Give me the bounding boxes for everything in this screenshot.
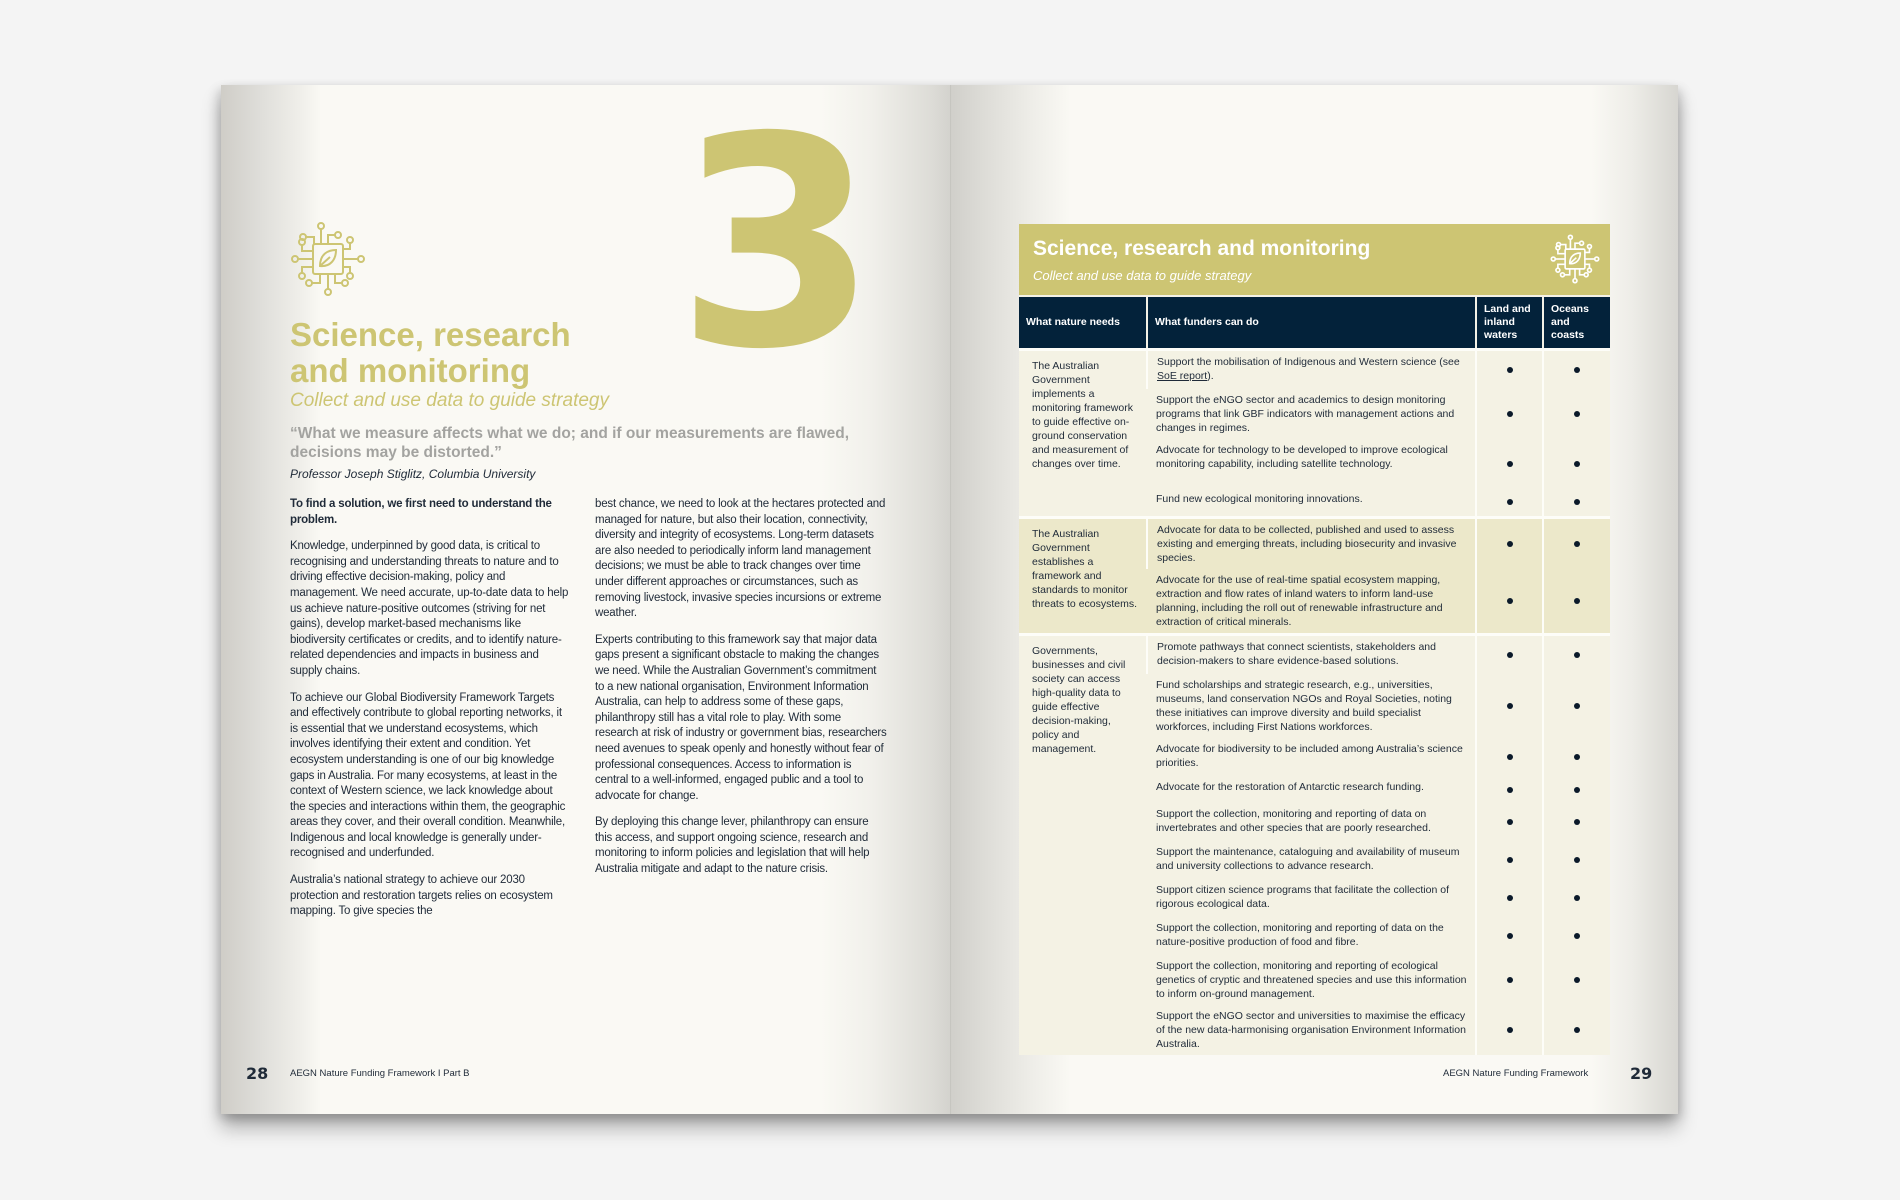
bullet-dot-icon bbox=[1507, 1027, 1513, 1033]
funder-action-cell bbox=[1147, 350, 1476, 390]
chapter-subtitle: Collect and use data to guide strategy bbox=[290, 390, 609, 411]
oceans-coasts-cell bbox=[1543, 569, 1610, 635]
body-paragraph: By deploying this change lever, philanthropy can ensure this access, and support ongoing science, research and monitoring to inform policies and legislation that will help Australia mitigate and adapt to the nature crisis. bbox=[595, 816, 870, 876]
circuit-leaf-icon bbox=[1550, 234, 1600, 284]
oceans-coasts-cell bbox=[1543, 738, 1610, 776]
land-waters-cell bbox=[1476, 879, 1543, 917]
table-row bbox=[1019, 635, 1610, 675]
body-paragraph: Australia’s national strategy to achieve our 2030 protection and restoration targets relies on ecosystem mapping. To give species the bbox=[290, 874, 553, 918]
bullet-dot-icon bbox=[1574, 754, 1580, 760]
oceans-coasts-cell bbox=[1543, 389, 1610, 439]
column-header: What nature needs bbox=[1019, 296, 1147, 350]
body-paragraph: Knowledge, underpinned by good data, is critical to recognising and understanding threats to nature and to driving effective decision-making, policy and management. We need accurate, up-to-date data to help us achieve nature-positive outcomes (striving for net gains), develop market-based mechanisms like biodiversity certificates or credits, and to identify nature-related dependencies and impacts in business and supply chains. bbox=[290, 540, 569, 677]
land-waters-cell bbox=[1476, 439, 1543, 488]
oceans-coasts-cell bbox=[1543, 803, 1610, 841]
chapter-number: 3 bbox=[676, 85, 874, 413]
oceans-coasts-cell bbox=[1543, 776, 1610, 803]
land-waters-cell bbox=[1476, 389, 1543, 439]
table-header-row bbox=[1019, 296, 1610, 350]
funder-action-cell: Support the eNGO sector and academics to design monitoring programs that link GBF indicators with management actions and changes in regimes. bbox=[1147, 389, 1476, 439]
bullet-dot-icon bbox=[1574, 933, 1580, 939]
book-spread bbox=[221, 85, 1678, 1114]
funder-action-cell: Advocate for technology to be developed to improve ecological monitoring capability, including satellite technology. bbox=[1147, 439, 1476, 488]
nature-need-cell: Governments, businesses and civil society can access high-quality data to guide effective decision-making, policy and management. bbox=[1019, 635, 1147, 1056]
lead-paragraph: To find a solution, we first need to understand the problem. bbox=[290, 498, 552, 526]
oceans-coasts-cell bbox=[1543, 1005, 1610, 1055]
bullet-dot-icon bbox=[1507, 703, 1513, 709]
funding-table bbox=[1019, 224, 1610, 1055]
bullet-dot-icon bbox=[1507, 541, 1513, 547]
bullet-dot-icon bbox=[1507, 787, 1513, 793]
chapter-title bbox=[290, 317, 571, 389]
table-banner bbox=[1019, 224, 1610, 295]
body-column-1 bbox=[290, 497, 570, 931]
funder-action-cell: Promote pathways that connect scientists, stakeholders and decision-makers to share evidence-based solutions. bbox=[1147, 635, 1476, 675]
bullet-dot-icon bbox=[1574, 598, 1580, 604]
action-text: ). bbox=[1207, 370, 1214, 382]
actions-table bbox=[1019, 295, 1610, 1055]
bullet-dot-icon bbox=[1574, 977, 1580, 983]
table-row bbox=[1019, 518, 1610, 570]
bullet-dot-icon bbox=[1574, 895, 1580, 901]
funder-action-cell: Support the collection, monitoring and reporting of data on invertebrates and other species that are poorly researched. bbox=[1147, 803, 1476, 841]
land-waters-cell bbox=[1476, 841, 1543, 879]
column-header: Oceans and coasts bbox=[1543, 296, 1610, 350]
funder-action-cell: Advocate for the restoration of Antarctic research funding. bbox=[1147, 776, 1476, 803]
quote-attribution: Professor Joseph Stiglitz, Columbia University bbox=[290, 467, 536, 481]
oceans-coasts-cell bbox=[1543, 955, 1610, 1005]
land-waters-cell bbox=[1476, 955, 1543, 1005]
funder-action-cell: Fund scholarships and strategic research, e.g., universities, museums, land conservation NGOs and Royal Societies, noting these initiatives can improve diversity and build specialist workforces, including First Nations workforces. bbox=[1147, 674, 1476, 738]
banner-title: Science, research and monitoring bbox=[1033, 237, 1371, 260]
funder-action-cell: Advocate for the use of real-time spatial ecosystem mapping, extraction and flow rates of inland waters to inform land-use planning, including the roll out of renewable infrastructure and extraction of critical minerals. bbox=[1147, 569, 1476, 635]
bullet-dot-icon bbox=[1507, 411, 1513, 417]
funder-action-cell: Support the collection, monitoring and reporting of data on the nature-positive production of food and fibre. bbox=[1147, 917, 1476, 955]
bullet-dot-icon bbox=[1507, 367, 1513, 373]
nature-need-cell: The Australian Government implements a monitoring framework to guide effective on-ground conservation and measurement of changes over time. bbox=[1019, 350, 1147, 518]
land-waters-cell bbox=[1476, 569, 1543, 635]
land-waters-cell bbox=[1476, 776, 1543, 803]
bullet-dot-icon bbox=[1507, 857, 1513, 863]
land-waters-cell bbox=[1476, 803, 1543, 841]
running-footer: AEGN Nature Funding Framework I Part B bbox=[290, 1068, 470, 1079]
bullet-dot-icon bbox=[1507, 754, 1513, 760]
page-28 bbox=[221, 85, 951, 1114]
circuit-leaf-icon bbox=[290, 221, 366, 297]
action-text: Support the mobilisation of Indigenous and Western science (see bbox=[1157, 356, 1460, 368]
body-column-2 bbox=[595, 497, 887, 889]
land-waters-cell bbox=[1476, 1005, 1543, 1055]
body-paragraph: Experts contributing to this framework say that major data gaps present a significant obstacle to making the changes we need. While the Australian Government’s commitment to a new national organisation, Environment Information Australia, can help to address some of these gaps, philanthropy still has a vital role to play. With some research at risk of industry or government bias, researchers need avenues to speak openly and honestly without fear of professional consequences. Access to information is central to a well-informed, engaged public and a tool to advocate for change. bbox=[595, 633, 887, 802]
bullet-dot-icon bbox=[1574, 411, 1580, 417]
bullet-dot-icon bbox=[1574, 461, 1580, 467]
funder-action-cell: Support the maintenance, cataloguing and availability of museum and university collections to advance research. bbox=[1147, 841, 1476, 879]
oceans-coasts-cell bbox=[1543, 841, 1610, 879]
oceans-coasts-cell bbox=[1543, 674, 1610, 738]
land-waters-cell bbox=[1476, 674, 1543, 738]
page-number: 28 bbox=[246, 1064, 269, 1083]
funder-action-cell: Fund new ecological monitoring innovations. bbox=[1147, 488, 1476, 518]
body-paragraph: best chance, we need to look at the hectares protected and managed for nature, but also their location, connectivity, diversity and integrity of ecosystems. Long-term datasets are also needed to periodically inform land management decisions; we must be able to track changes over time under different approaches or circumstances, such as removing livestock, invasive species incursions or extreme weather. bbox=[595, 498, 886, 620]
pull-quote: “What we measure affects what we do; and if our measurements are flawed, decisions may be distorted.” bbox=[290, 425, 850, 461]
oceans-coasts-cell bbox=[1543, 635, 1610, 675]
bullet-dot-icon bbox=[1574, 541, 1580, 547]
land-waters-cell bbox=[1476, 635, 1543, 675]
bullet-dot-icon bbox=[1574, 367, 1580, 373]
funder-action-cell: Support citizen science programs that facilitate the collection of rigorous ecological data. bbox=[1147, 879, 1476, 917]
funder-action-cell: Advocate for biodiversity to be included among Australia’s science priorities. bbox=[1147, 738, 1476, 776]
land-waters-cell bbox=[1476, 350, 1543, 390]
soe-report-link[interactable]: SoE report bbox=[1157, 370, 1208, 382]
bullet-dot-icon bbox=[1574, 1027, 1580, 1033]
funder-action-cell: Support the eNGO sector and universities to maximise the efficacy of the new data-harmonising organisation Environment Information Australia. bbox=[1147, 1005, 1476, 1055]
oceans-coasts-cell bbox=[1543, 518, 1610, 570]
land-waters-cell bbox=[1476, 488, 1543, 518]
funder-action-cell: Support the collection, monitoring and reporting of ecological genetics of cryptic and threatened species and use this information to inform on-ground management. bbox=[1147, 955, 1476, 1005]
oceans-coasts-cell bbox=[1543, 917, 1610, 955]
bullet-dot-icon bbox=[1574, 787, 1580, 793]
running-footer: AEGN Nature Funding Framework bbox=[1443, 1068, 1589, 1079]
bullet-dot-icon bbox=[1507, 977, 1513, 983]
bullet-dot-icon bbox=[1574, 499, 1580, 505]
funder-action-cell: Advocate for data to be collected, published and used to assess existing and emerging threats, including biosecurity and invasive species. bbox=[1147, 518, 1476, 570]
bullet-dot-icon bbox=[1507, 598, 1513, 604]
land-waters-cell bbox=[1476, 518, 1543, 570]
page-29 bbox=[951, 85, 1678, 1114]
chapter-title-line1: Science, research bbox=[290, 316, 571, 353]
oceans-coasts-cell bbox=[1543, 350, 1610, 390]
land-waters-cell bbox=[1476, 917, 1543, 955]
banner-subtitle: Collect and use data to guide strategy bbox=[1033, 268, 1252, 283]
chapter-title-line2: and monitoring bbox=[290, 352, 531, 389]
oceans-coasts-cell bbox=[1543, 488, 1610, 518]
column-header: Land and inland waters bbox=[1476, 296, 1543, 350]
column-header: What funders can do bbox=[1147, 296, 1476, 350]
bullet-dot-icon bbox=[1574, 652, 1580, 658]
body-paragraph: To achieve our Global Biodiversity Framework Targets and effectively contribute to global reporting networks, it is essential that we understand ecosystems, which involves identifying their extent and condition. Yet ecosystem understanding is one of our big knowledge gaps in Australia. For many ecosystems, at least in the context of Western science, we lack knowledge about the species and interactions within them, the geographic areas they cover, and their overall condition. Meanwhile, Indigenous and local knowledge is generally under-recognised and underfunded. bbox=[290, 691, 566, 860]
bullet-dot-icon bbox=[1507, 461, 1513, 467]
table-row bbox=[1019, 350, 1610, 390]
nature-need-cell: The Australian Government establishes a framework and standards to monitor threats to ecosystems. bbox=[1019, 518, 1147, 635]
land-waters-cell bbox=[1476, 738, 1543, 776]
bullet-dot-icon bbox=[1574, 819, 1580, 825]
page-number: 29 bbox=[1630, 1064, 1653, 1083]
bullet-dot-icon bbox=[1507, 499, 1513, 505]
bullet-dot-icon bbox=[1574, 857, 1580, 863]
bullet-dot-icon bbox=[1507, 933, 1513, 939]
bullet-dot-icon bbox=[1507, 652, 1513, 658]
oceans-coasts-cell bbox=[1543, 879, 1610, 917]
bullet-dot-icon bbox=[1507, 819, 1513, 825]
bullet-dot-icon bbox=[1574, 703, 1580, 709]
oceans-coasts-cell bbox=[1543, 439, 1610, 488]
bullet-dot-icon bbox=[1507, 895, 1513, 901]
